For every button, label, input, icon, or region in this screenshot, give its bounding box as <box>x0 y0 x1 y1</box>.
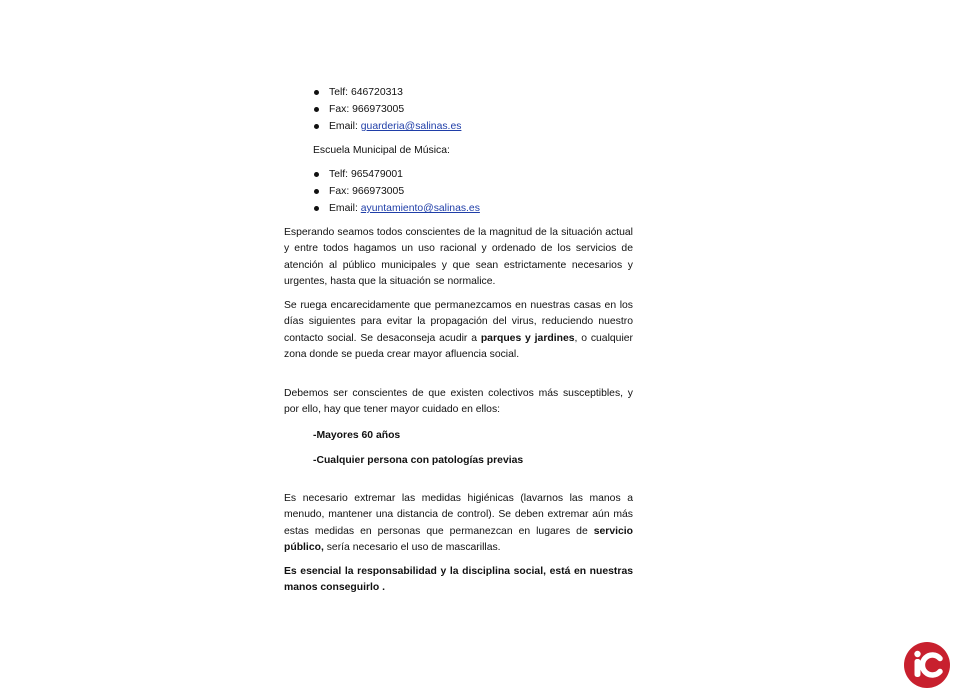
paragraph-services: Esperando seamos todos conscientes de la magnitud de la situación actual y entre todos hagamos un uso racional y ordenado de los servicios de atención al público municipales y que sean estrictamente necesarios y urgentes, hasta que la situación se normalice. <box>284 227 633 287</box>
list-item <box>313 118 461 135</box>
paragraph-bold-text: servicio público, <box>284 525 633 553</box>
phone-text: Telf: 965479001 <box>329 169 403 180</box>
ic-logo-icon[interactable] <box>904 642 950 688</box>
risk-group-elderly: -Mayores 60 años <box>313 430 401 441</box>
bullet-icon <box>314 124 319 129</box>
email-label: Email: <box>329 203 361 214</box>
paragraph-text: , o cualquier zona donde se pueda crear mayor afluencia social. <box>284 332 633 360</box>
paragraph-bold-text: parques y jardines <box>480 332 575 344</box>
phone-text: Telf: 646720313 <box>329 87 403 98</box>
paragraph-text: Se ruega encarecidamente que permanezcamos en nuestras casas en los días siguientes para evitar la propagación del virus, reduciendo nuestro contacto social. Se desaconseja acudir a <box>284 300 633 344</box>
music-school-contact-list <box>313 166 480 217</box>
bullet-icon <box>314 172 319 177</box>
fax-text: Fax: 966973005 <box>329 186 405 197</box>
bullet-icon <box>314 90 319 95</box>
list-item <box>313 101 461 118</box>
music-school-heading: Escuela Municipal de Música: <box>313 145 450 156</box>
paragraph-responsibility: Es esencial la responsabilidad y la disciplina social, está en nuestras manos conseguirlo . <box>284 566 633 594</box>
guarderia-contact-list <box>313 84 461 135</box>
bullet-icon <box>314 189 319 194</box>
list-item <box>313 183 480 200</box>
list-item <box>313 166 480 183</box>
email-link[interactable]: guarderia@salinas.es <box>360 121 462 132</box>
bullet-icon <box>314 107 319 112</box>
paragraph-text: Es necesario extremar las medidas higiénicas (lavarnos las manos a menudo, mantener una distancia de control). Se deben extremar aún más estas medidas en personas que permanezcan en lugares de <box>284 493 633 537</box>
risk-group-pathologies: -Cualquier persona con patologías previas <box>313 455 524 466</box>
list-item <box>313 84 461 101</box>
list-item <box>313 200 480 217</box>
email-label: Email: <box>329 121 361 132</box>
bullet-icon <box>314 206 319 211</box>
paragraph-stay-home <box>284 298 633 363</box>
paragraph-hygiene <box>284 491 633 556</box>
email-link[interactable]: ayuntamiento@salinas.es <box>360 203 480 214</box>
paragraph-text: sería necesario el uso de mascarillas. <box>323 541 501 553</box>
paragraph-vulnerable-groups: Debemos ser conscientes de que existen colectivos más susceptibles, y por ello, hay que tener mayor cuidado en ellos: <box>284 388 633 416</box>
fax-text: Fax: 966973005 <box>329 104 405 115</box>
